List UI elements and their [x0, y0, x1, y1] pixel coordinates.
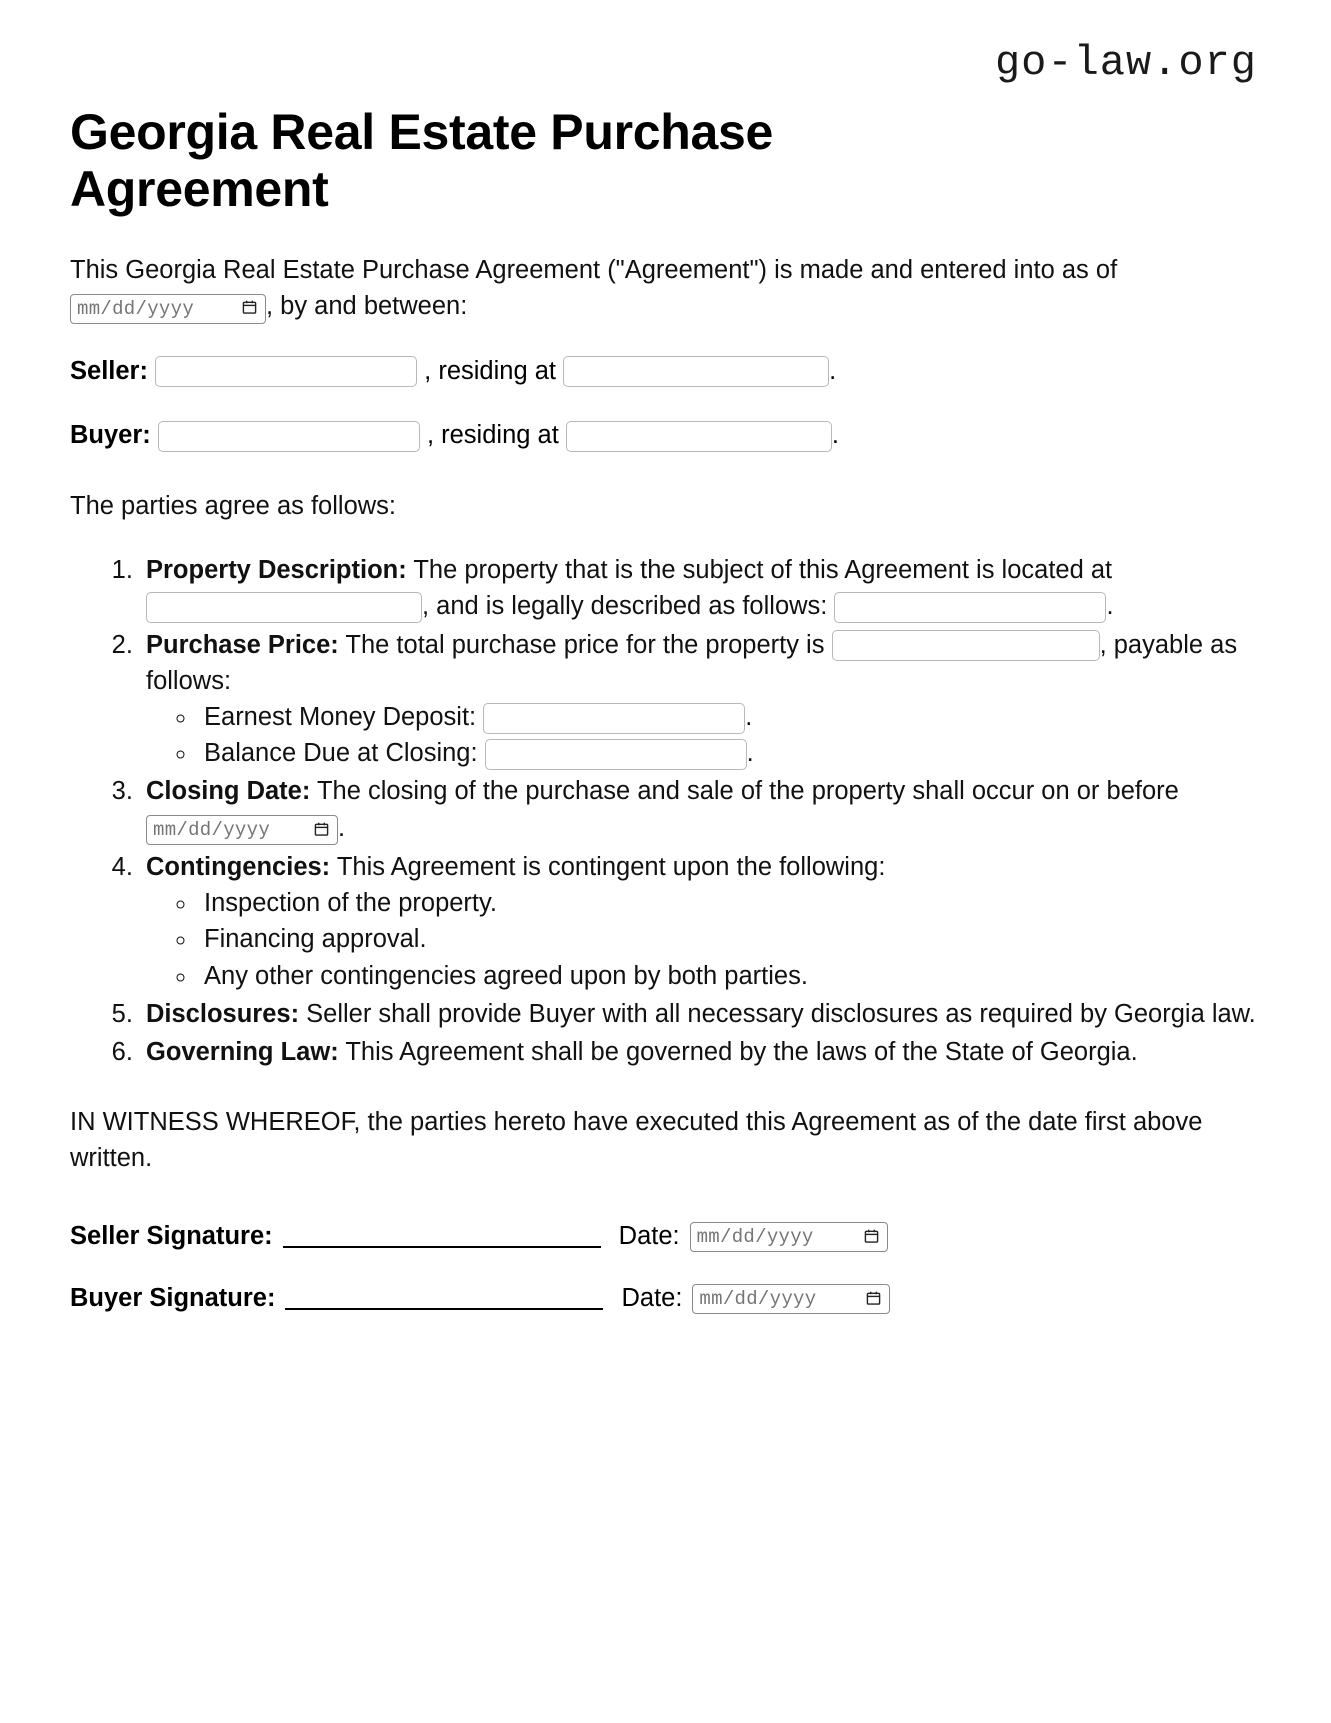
closing-date-input[interactable] — [146, 815, 338, 845]
seller-name-input[interactable] — [155, 356, 417, 387]
purchase-price-input[interactable] — [832, 630, 1100, 661]
clause-purchase-price — [140, 627, 1261, 772]
clause-1-text-1: The property that is the subject of this Agreement is located at — [413, 556, 1113, 585]
balance-due-period: . — [746, 739, 754, 768]
clause-governing-law — [140, 1034, 1261, 1070]
contingencies-list — [146, 885, 1261, 994]
agreement-date-input[interactable] — [70, 294, 266, 324]
closing-date-wrapper[interactable] — [146, 811, 338, 847]
clause-1-text-2: , and is legally described as follows: — [422, 592, 828, 621]
seller-party-line — [70, 352, 1261, 390]
clause-1-heading: Property Description: — [146, 556, 407, 585]
clause-property-description — [140, 552, 1261, 624]
list-item-financing: ◦ Financing approval. — [198, 921, 1261, 957]
buyer-address-input[interactable] — [566, 421, 832, 452]
balance-due-label: Balance Due at Closing: — [204, 739, 478, 768]
seller-date-wrapper[interactable] — [690, 1217, 888, 1255]
list-item-balance-due — [198, 735, 1261, 771]
list-item-other-contingencies: ◦ Any other contingencies agreed upon by both parties. — [198, 958, 1261, 994]
buyer-line-period: . — [831, 420, 839, 449]
buyer-name-input[interactable] — [158, 421, 420, 452]
clause-disclosures — [140, 996, 1261, 1032]
seller-residing-at-label: , residing at — [424, 356, 556, 385]
page-title: Georgia Real Estate Purchase Agreement — [70, 104, 774, 217]
seller-label: Seller: — [70, 356, 148, 385]
list-item-earnest-money — [198, 699, 1261, 735]
intro-paragraph — [70, 252, 1261, 326]
earnest-money-input[interactable] — [483, 703, 745, 734]
clause-4-text-1: This Agreement is contingent upon the following: — [336, 853, 886, 882]
buyer-label: Buyer: — [70, 420, 151, 449]
list-item-inspection: ◦ Inspection of the property. — [198, 885, 1261, 921]
signature-block — [70, 1217, 1261, 1318]
clause-3-text-2: . — [338, 813, 346, 842]
clause-5-text-1: Seller shall provide Buyer with all necessary disclosures as required by Georgia law. — [306, 999, 1256, 1028]
legal-description-input[interactable] — [834, 592, 1106, 623]
buyer-signature-line[interactable] — [285, 1286, 603, 1310]
clause-1-text-3: . — [1106, 592, 1114, 621]
intro-text-after-date: , by and between: — [266, 292, 468, 321]
seller-address-input[interactable] — [563, 356, 829, 387]
agreement-date-wrapper[interactable] — [70, 289, 266, 325]
buyer-signature-label: Buyer Signature: — [70, 1283, 276, 1312]
seller-signature-date-input[interactable] — [690, 1222, 888, 1252]
buyer-date-wrapper[interactable] — [692, 1279, 890, 1317]
buyer-signature-row — [70, 1279, 1261, 1317]
property-location-input[interactable] — [146, 592, 422, 623]
clause-3-heading: Closing Date: — [146, 777, 311, 806]
clause-2-text-1: The total purchase price for the property is — [345, 630, 825, 659]
earnest-money-period: . — [745, 703, 753, 732]
buyer-date-label: Date: — [621, 1283, 683, 1312]
site-logo: go-law.org — [994, 39, 1257, 87]
seller-line-period: . — [829, 356, 837, 385]
witness-paragraph: IN WITNESS WHEREOF, the parties hereto have executed this Agreement as of the date first above written. — [70, 1108, 1203, 1173]
parties-agree-intro: The parties agree as follows: — [70, 492, 396, 521]
brand-row — [70, 39, 1261, 98]
clause-2-heading: Purchase Price: — [146, 630, 339, 659]
clause-closing-date — [140, 773, 1261, 847]
seller-signature-line[interactable] — [283, 1224, 601, 1248]
earnest-money-label: Earnest Money Deposit: — [204, 703, 477, 732]
balance-due-input[interactable] — [485, 739, 747, 770]
intro-text-before-date: This Georgia Real Estate Purchase Agreement ("Agreement") is made and entered into as of — [70, 256, 1118, 284]
clause-list — [70, 552, 1261, 1070]
clause-6-heading: Governing Law: — [146, 1038, 339, 1067]
seller-date-label: Date: — [618, 1221, 680, 1250]
clause-5-heading: Disclosures: — [146, 999, 300, 1028]
buyer-residing-at-label: , residing at — [426, 420, 559, 449]
clause-3-text-1: The closing of the purchase and sale of the property shall occur on or before — [316, 777, 1179, 806]
buyer-signature-date-input[interactable] — [692, 1284, 890, 1314]
clause-6-text-1: This Agreement shall be governed by the laws of the State of Georgia. — [345, 1038, 1138, 1067]
clause-2-text-2: , payable as follows: — [146, 630, 1238, 695]
clause-contingencies — [140, 849, 1261, 994]
seller-signature-label: Seller Signature: — [70, 1221, 273, 1250]
payment-breakdown-list — [146, 699, 1261, 771]
seller-signature-row — [70, 1217, 1261, 1255]
clause-4-heading: Contingencies: — [146, 853, 331, 882]
buyer-party-line — [70, 416, 1261, 454]
